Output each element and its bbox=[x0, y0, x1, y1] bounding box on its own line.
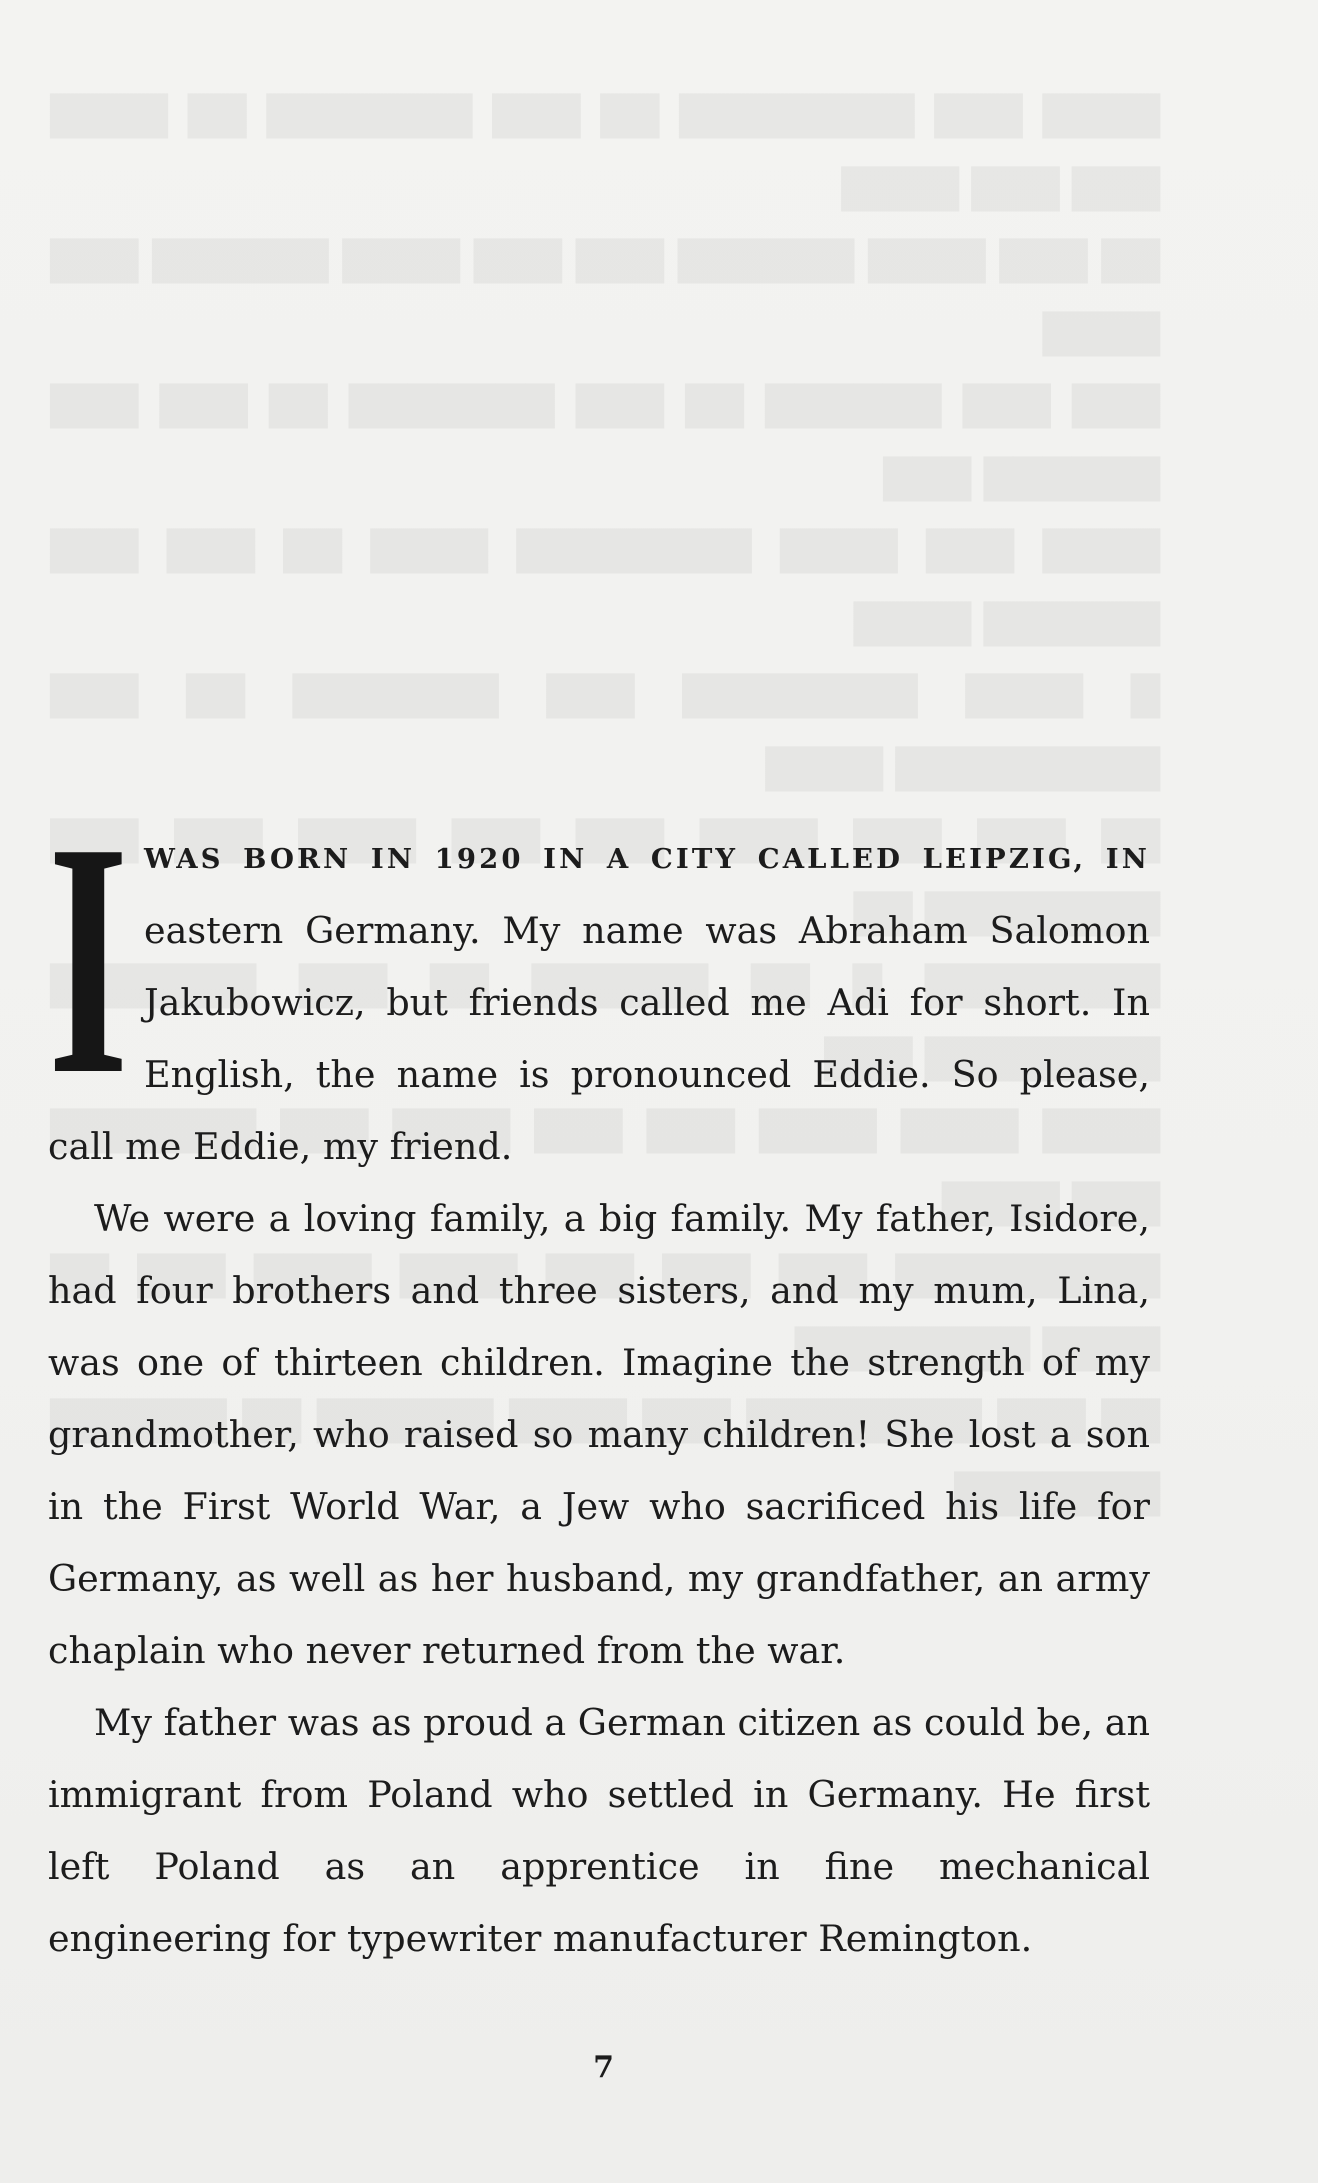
paragraph-opening-text: eastern Germany. My name was Abraham Salomon Jakubowicz, but friends called me Adi for short. In English, the name is pronounced Eddie. So please, call me Eddie, my friend. bbox=[48, 909, 1150, 1168]
opening-small-caps: WAS BORN IN 1920 IN A CITY CALLED LEIPZIG, IN bbox=[144, 843, 1150, 875]
paragraph-father: My father was as proud a German citizen as could be, an immigrant from Poland who settled in Germany. He first left Poland as an apprentice in fine mechanical engineering for typewriter manufacturer Remington. bbox=[48, 1701, 1150, 1960]
paragraph-opening bbox=[48, 774, 1150, 1183]
page-number: 7 bbox=[593, 2050, 615, 2085]
drop-cap: I bbox=[48, 774, 129, 1144]
paragraph-family: We were a loving family, a big family. My father, Isidore, had four brothers and three sisters, and my mum, Lina, was one of thirteen children. Imagine the strength of my grandmother, who raised so many children! She lost a son in the First World War, a Jew who sacrificed his life for Germany, as well as her husband, my grandfather, an army chaplain who never returned from the war. bbox=[48, 1197, 1150, 1672]
chapter-body bbox=[48, 774, 1150, 1975]
